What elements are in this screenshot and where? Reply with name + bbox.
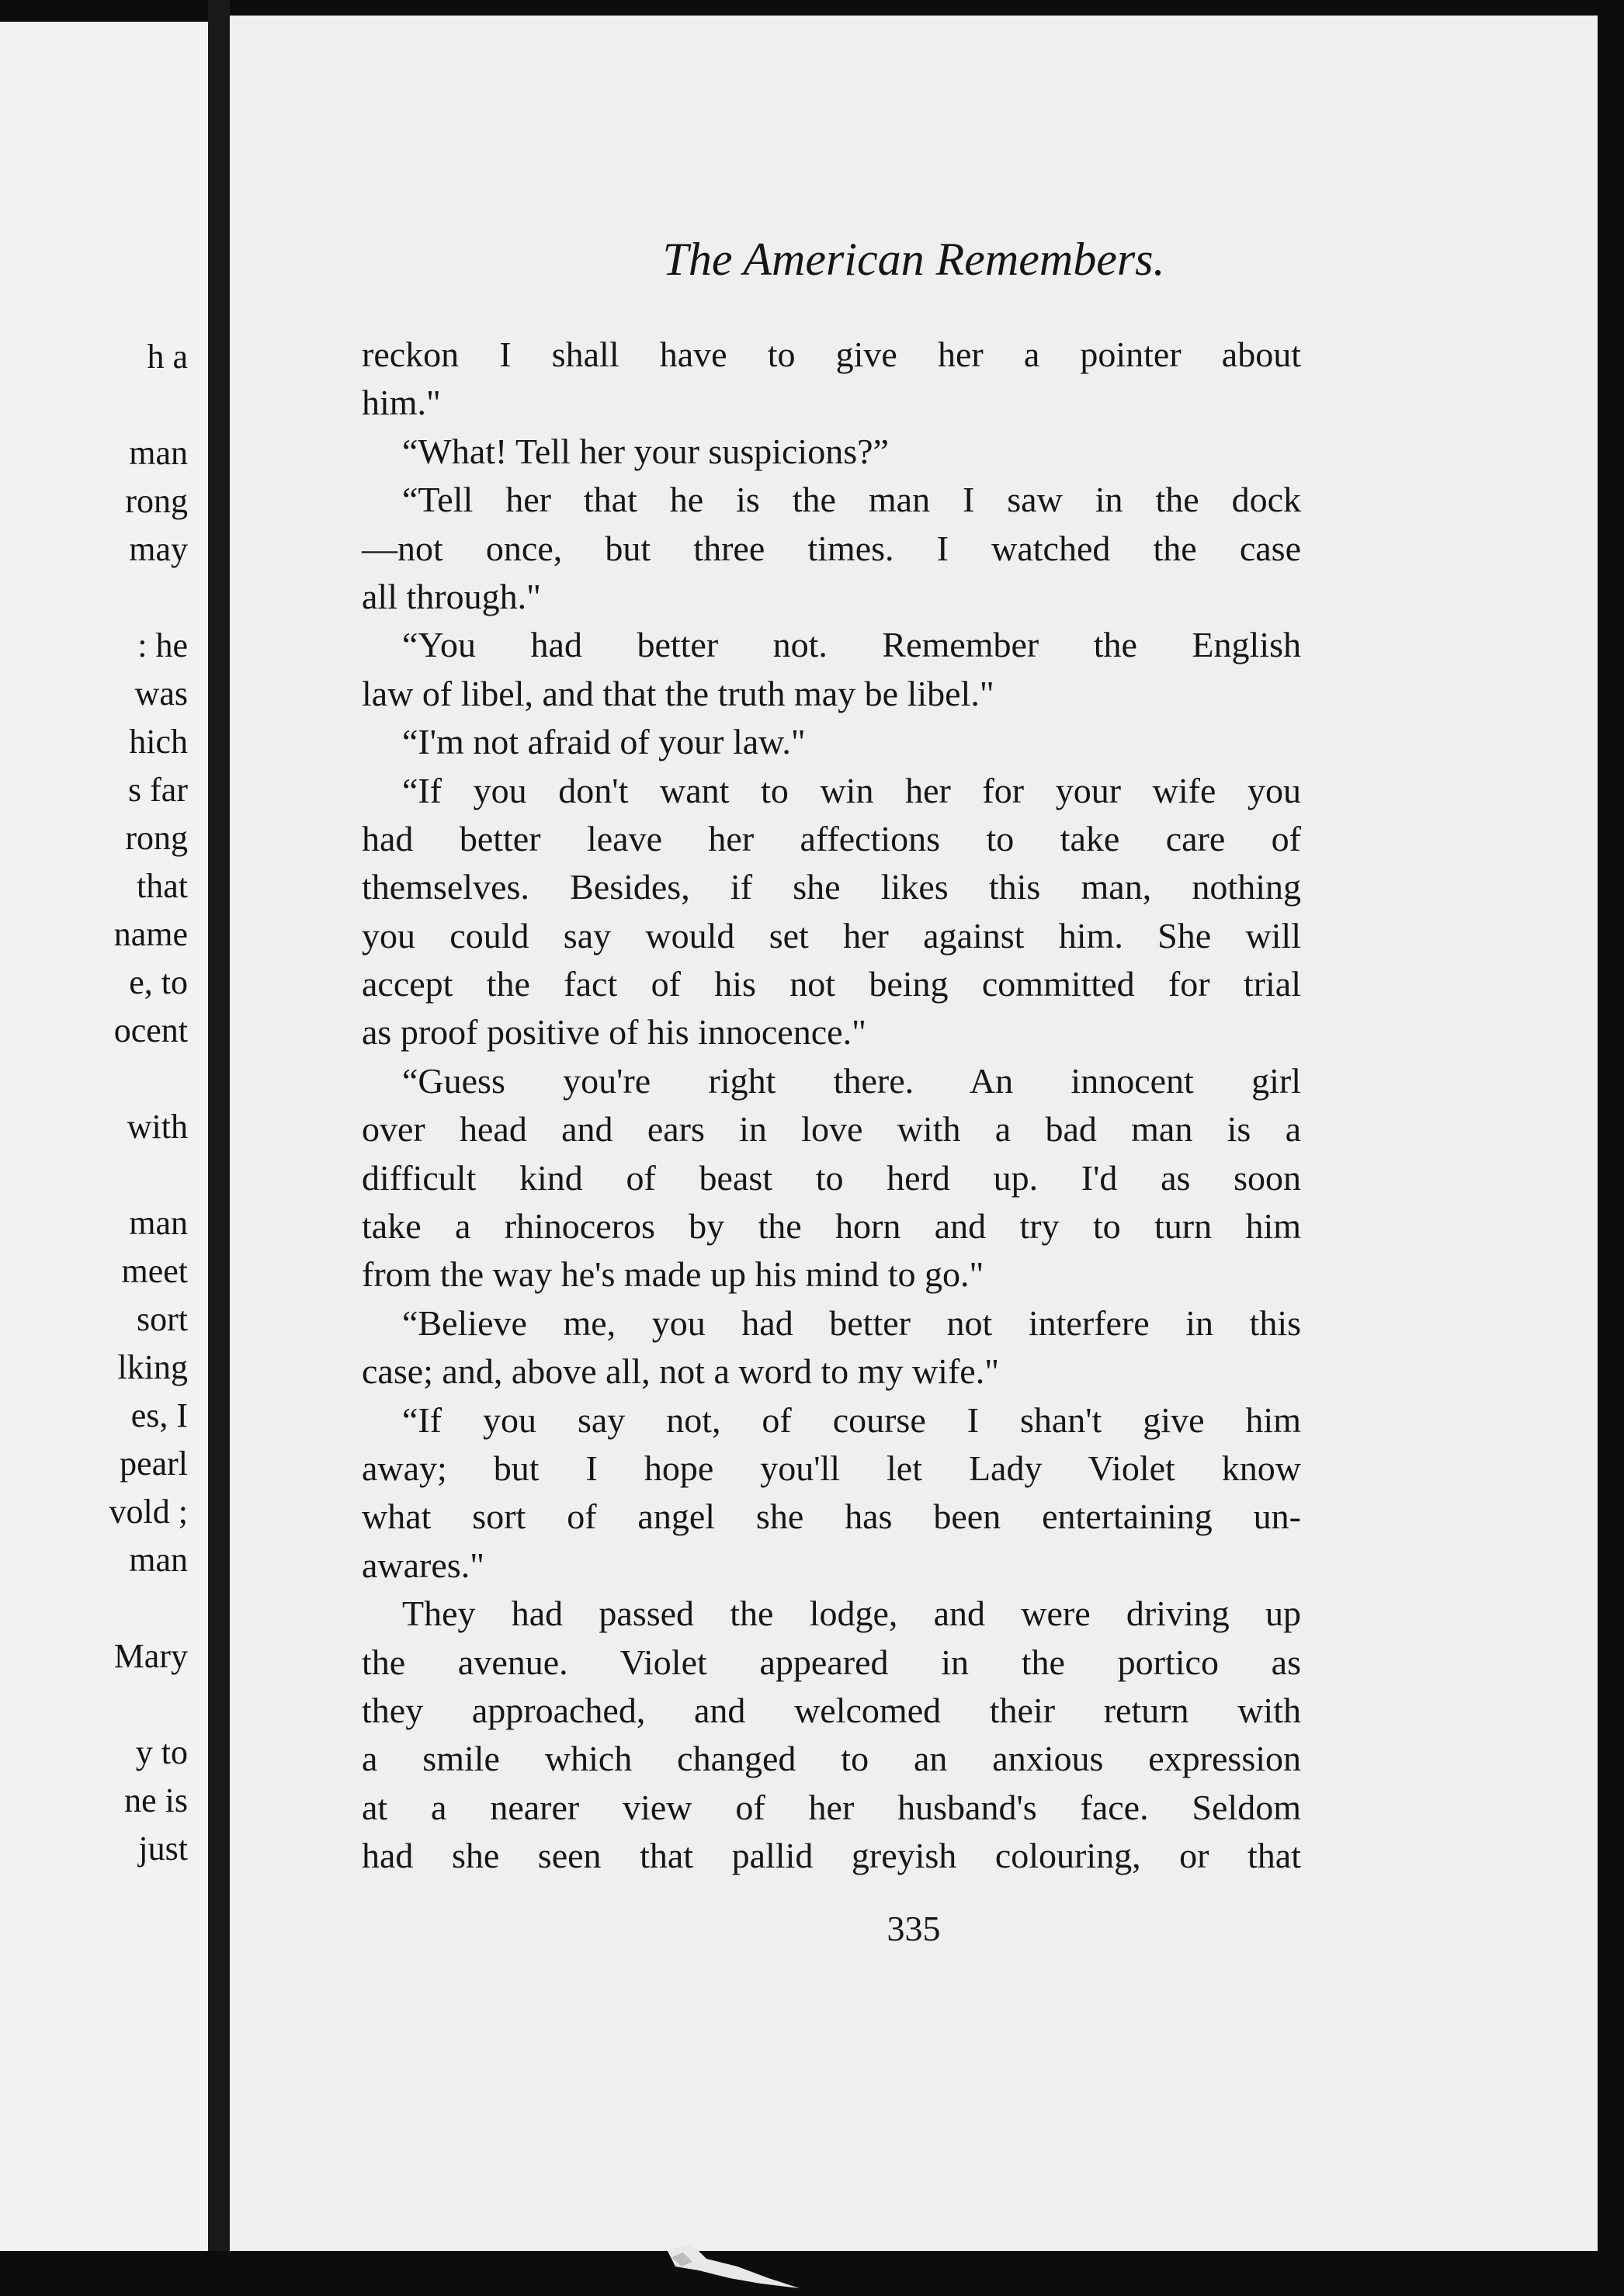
left-page-line: : he xyxy=(137,626,188,664)
text-line: the avenue. Violet appeared in the portico as xyxy=(362,1642,1301,1682)
text-line: him." xyxy=(362,383,441,423)
left-page-line: meet xyxy=(121,1252,188,1290)
left-page-fragment xyxy=(0,22,208,2257)
running-head: The American Remembers. xyxy=(662,234,1165,285)
body-text xyxy=(362,331,1301,1881)
text-line: a smile which changed to an anxious expression xyxy=(362,1739,1301,1779)
left-page-line: may xyxy=(129,530,188,568)
left-page-line: name xyxy=(113,915,188,953)
text-line: “Believe me, you had better not interfere in this xyxy=(402,1302,1301,1343)
left-page-line: man xyxy=(129,434,188,472)
left-page-line: with xyxy=(127,1108,188,1146)
left-page-line: man xyxy=(129,1204,188,1242)
left-page-line: man xyxy=(129,1541,188,1579)
left-page-line: ocent xyxy=(113,1011,188,1049)
text-line: “Tell her that he is the man I saw in the dock xyxy=(402,480,1301,520)
text-line: all through." xyxy=(362,576,541,616)
text-line: They had passed the lodge, and were driving up xyxy=(402,1594,1301,1634)
left-page-line: h a xyxy=(147,338,188,376)
left-page-line: rong xyxy=(125,482,188,520)
left-page-line: vold ; xyxy=(109,1493,188,1531)
left-page-line: Mary xyxy=(113,1637,188,1675)
text-line: awares." xyxy=(362,1545,484,1585)
left-page-line: pearl xyxy=(120,1445,188,1483)
left-page-line: es, I xyxy=(130,1396,188,1434)
text-line: away; but I hope you'll let Lady Violet know xyxy=(362,1448,1301,1488)
text-line: you could say would set her against him. She will xyxy=(362,915,1301,956)
text-line: had better leave her affections to take care of xyxy=(362,818,1301,858)
left-page-line: e, to xyxy=(129,963,188,1001)
text-line: had she seen that pallid greyish colouring, or that xyxy=(362,1836,1301,1876)
left-page-line: s far xyxy=(128,771,188,809)
left-page-line: just xyxy=(138,1830,188,1868)
left-page-line: lking xyxy=(117,1348,188,1386)
text-line: they approached, and welcomed their return with xyxy=(362,1690,1301,1730)
text-line: “If you don't want to win her for your wife you xyxy=(402,770,1301,810)
text-line: “Guess you're right there. An innocent girl xyxy=(402,1060,1301,1101)
text-line: case; and, above all, not a word to my wife." xyxy=(362,1351,999,1392)
book-gutter xyxy=(208,0,230,2296)
text-line: what sort of angel she has been entertaining un- xyxy=(362,1497,1301,1537)
text-line: themselves. Besides, if she likes this man, nothing xyxy=(362,867,1301,907)
left-page-line: rong xyxy=(125,819,188,857)
left-page-line: hich xyxy=(129,723,188,761)
text-line: over head and ears in love with a bad man is a xyxy=(362,1109,1301,1150)
paper-scrap-icon xyxy=(637,2235,815,2290)
text-line: “What! Tell her your suspicions?” xyxy=(402,431,889,471)
text-line: accept the fact of his not being committed for trial xyxy=(362,964,1301,1004)
text-line: “I'm not afraid of your law." xyxy=(402,722,806,762)
text-line: difficult kind of beast to herd up. I'd as soon xyxy=(362,1157,1301,1198)
text-line: take a rhinoceros by the horn and try to turn him xyxy=(362,1206,1301,1247)
left-page-line: that xyxy=(137,867,188,905)
text-line: reckon I shall have to give her a pointer about xyxy=(362,335,1301,374)
left-page-line: was xyxy=(134,675,188,713)
text-line: “If you say not, of course I shan't give him xyxy=(402,1399,1301,1440)
text-line: law of libel, and that the truth may be libel." xyxy=(362,673,994,713)
text-line: at a nearer view of her husband's face. Seldom xyxy=(362,1787,1301,1827)
text-line: —not once, but three times. I watched the case xyxy=(362,528,1301,568)
text-line: “You had better not. Remember the English xyxy=(402,625,1301,665)
text-line: as proof positive of his innocence." xyxy=(362,1012,866,1053)
page-number: 335 xyxy=(887,1909,941,1948)
left-page-line: y to xyxy=(135,1733,188,1771)
book-page xyxy=(230,16,1598,2251)
left-page-line: sort xyxy=(137,1300,188,1338)
text-line: from the way he's made up his mind to go." xyxy=(362,1254,984,1295)
left-page-line: ne is xyxy=(124,1781,188,1819)
